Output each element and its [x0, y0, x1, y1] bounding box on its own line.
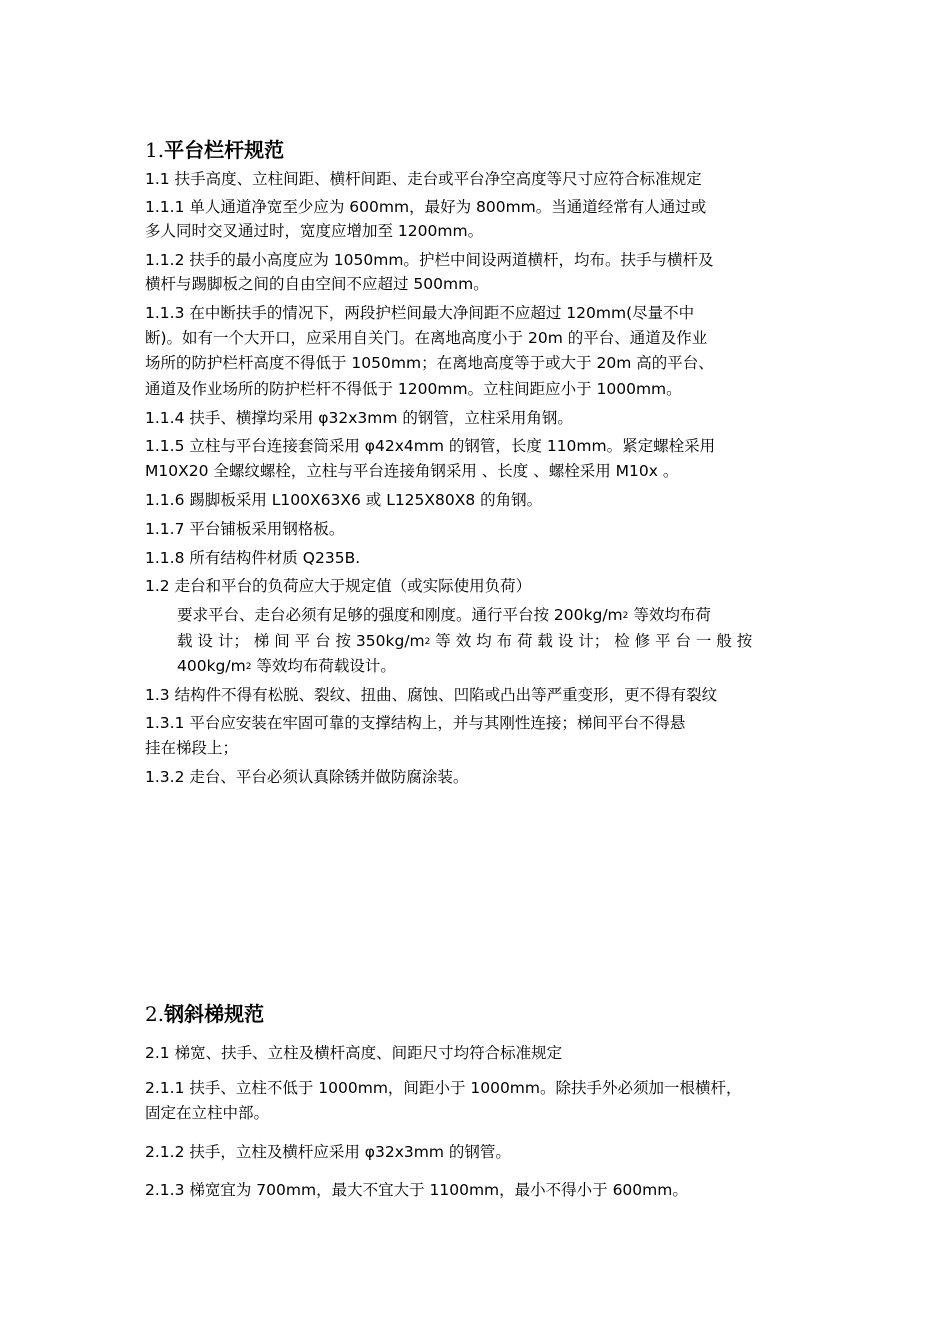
- paragraph-line: 2.1 梯宽、扶手、立柱及横杆高度、间距尺寸均符合标准规定: [145, 1044, 563, 1062]
- section-1-number: 1.: [145, 138, 165, 162]
- load-text: 要求平台、走台必须有足够的强度和刚度。通行平台按 200kg/m: [177, 606, 623, 624]
- load-line: [177, 602, 810, 628]
- paragraph-line: 1.1.8 所有结构件材质 Q235B.: [145, 549, 361, 567]
- load-text: 400kg/m: [177, 657, 246, 675]
- paragraph-line: 1.3.2 走台、平台必须认真除锈并做防腐涂装。: [145, 768, 469, 786]
- paragraph-line: 固定在立柱中部。: [145, 1104, 270, 1122]
- paragraph-line: 1.1.7 平台铺板采用钢格板。: [145, 520, 345, 538]
- superscript: 2: [424, 637, 431, 647]
- load-line: [177, 628, 810, 654]
- paragraph-line: 2.1.2 扶手，立柱及横杆应采用 φ32x3mm 的钢管。: [145, 1143, 511, 1161]
- section-1-heading: [145, 136, 284, 164]
- paragraph-line: 场所的防护栏杆高度不得低于 1050mm；在离地高度等于或大于 20m 高的平台、: [145, 354, 714, 372]
- paragraph-line: 1.1 扶手高度、立柱间距、横杆间距、走台或平台净空高度等尺寸应符合标准规定: [145, 170, 702, 188]
- section-2-title: 钢斜梯规范: [164, 1002, 265, 1026]
- paragraph-line: 1.1.6 踢脚板采用 L100X63X6 或 L125X80X8 的角钢。: [145, 491, 543, 509]
- load-text: 等效均布荷载设计。: [251, 657, 396, 675]
- section-2-heading: [145, 1000, 264, 1028]
- paragraph-line: 1.1.1 单人通道净宽至少应为 600mm，最好为 800mm。当通道经常有人通过或: [145, 198, 707, 216]
- paragraph-line: 多人同时交叉通过时，宽度应增加至 1200mm。: [145, 222, 484, 240]
- paragraph-line: 1.2 走台和平台的负荷应大于规定值（或实际使用负荷）: [145, 577, 532, 595]
- paragraph-line: 1.1.2 扶手的最小高度应为 1050mm。护栏中间设两道横杆，均布。扶手与横杆及: [145, 251, 714, 269]
- paragraph-line: 1.1.3 在中断扶手的情况下，两段护栏间最大净间距不应超过 120mm(尽量不中: [145, 304, 695, 322]
- superscript: 2: [622, 611, 629, 621]
- paragraph-line: 1.1.5 立柱与平台连接套筒采用 φ42x4mm 的钢管，长度 110mm。紧定螺栓采用: [145, 437, 716, 455]
- paragraph-line: 通道及作业场所的防护栏杆不得低于 1200mm。立柱间距应小于 1000mm。: [145, 380, 682, 398]
- paragraph-line: 1.3 结构件不得有松脱、裂纹、扭曲、腐蚀、凹陷或凸出等严重变形，更不得有裂纹: [145, 686, 718, 704]
- load-text: 等效均布荷: [628, 606, 711, 624]
- load-text: 载 设 计； 梯 间 平 台 按 350kg/m: [177, 632, 425, 650]
- paragraph-line: 2.1.3 梯宽宜为 700mm，最大不宜大于 1100mm，最小不得小于 600mm。: [145, 1181, 688, 1199]
- paragraph-line: 1.3.1 平台应安装在牢固可靠的支撑结构上，并与其刚性连接；梯间平台不得悬: [145, 714, 686, 732]
- paragraph-line: 2.1.1 扶手、立柱不低于 1000mm，间距小于 1000mm。除扶手外必须加一根横杆，: [145, 1079, 742, 1097]
- load-line: [177, 653, 810, 679]
- paragraph-line: 横杆与踢脚板之间的自由空间不应超过 500mm。: [145, 275, 489, 293]
- paragraph-line: M10X20 全螺纹螺栓，立柱与平台连接角钢采用 、长度 、螺栓采用 M10x 。: [145, 462, 679, 480]
- paragraph-line: 挂在梯段上；: [145, 739, 239, 757]
- paragraph-line: 断)。如有一个大开口，应采用自关门。在离地高度小于 20m 的平台、通道及作业: [145, 329, 708, 347]
- section-2-number: 2.: [145, 1002, 165, 1026]
- superscript: 2: [245, 662, 252, 672]
- load-text: 等 效 均 布 荷 载 设 计； 检 修 平 台 一 般 按: [430, 632, 753, 650]
- paragraph-line: 1.1.4 扶手、横撑均采用 φ32x3mm 的钢管，立柱采用角钢。: [145, 409, 573, 427]
- section-1-title: 平台栏杆规范: [164, 138, 285, 162]
